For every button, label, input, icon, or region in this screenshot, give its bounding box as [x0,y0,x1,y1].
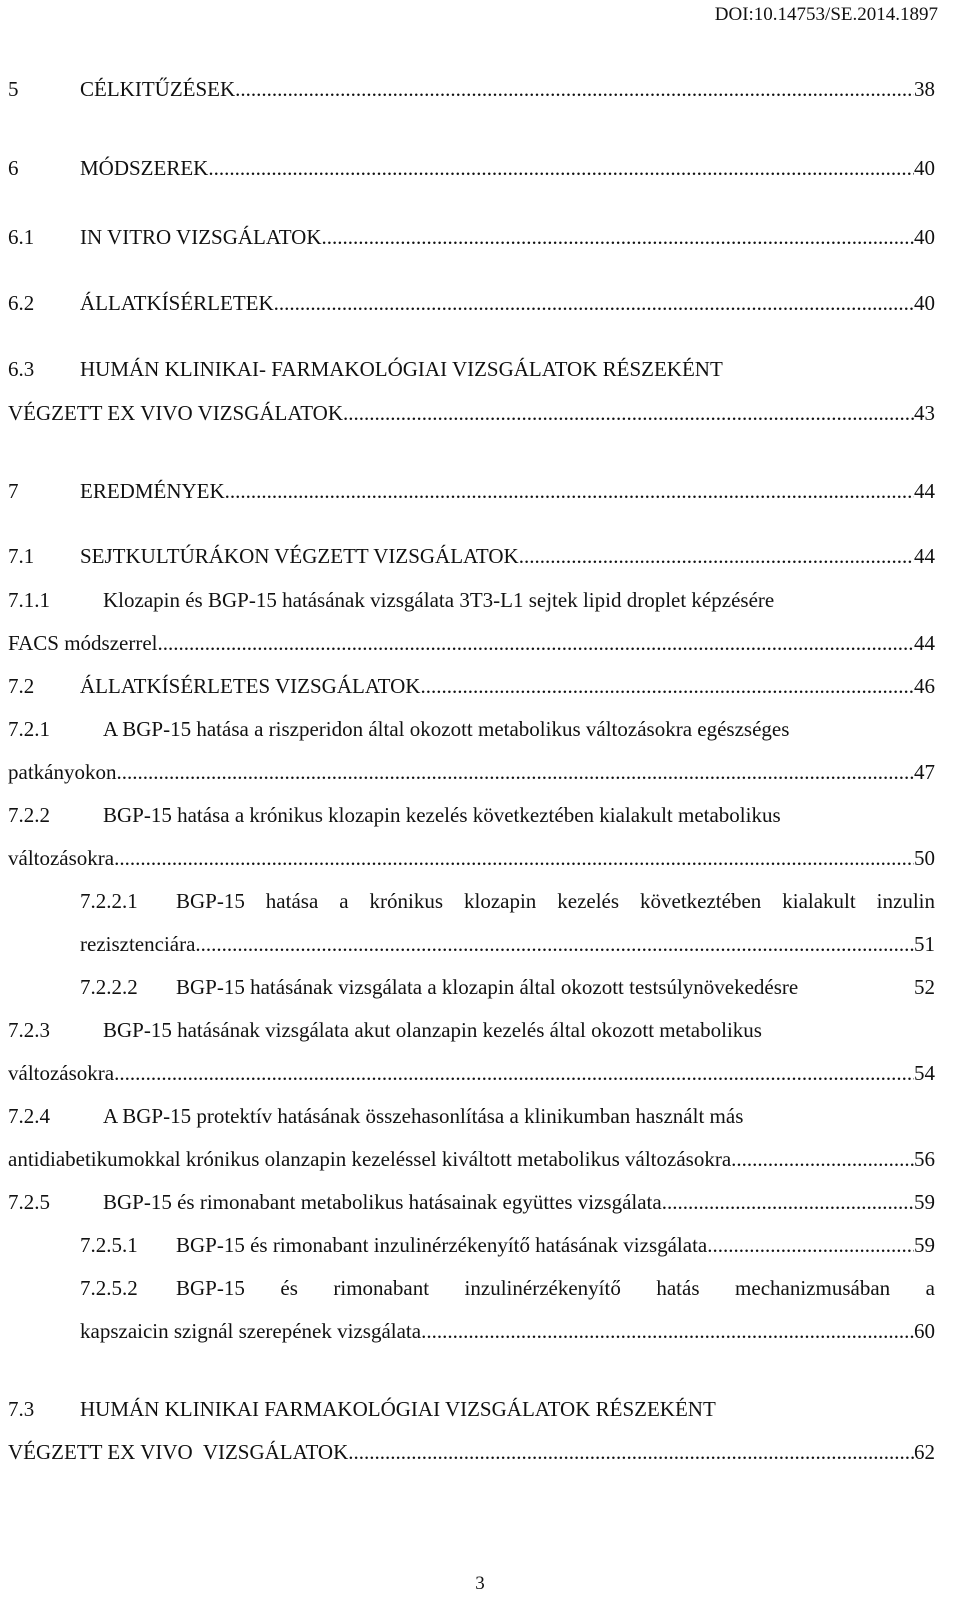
toc-number: 7.2.2.2 [80,975,138,999]
toc-title: IN VITRO VIZSGÁLATOK [80,225,322,249]
toc-title: CÉLKITŰZÉSEK [80,77,236,101]
toc-leader [114,1058,914,1088]
toc-entry-7-2-5-2-cont[interactable] [0,1316,960,1346]
toc-leader [158,628,914,658]
toc-number: 7.2 [8,674,35,698]
toc-number: 5 [8,77,19,101]
toc-page: 59 [914,1233,935,1257]
toc-number: 7.1.1 [8,588,50,612]
toc-title: BGP-15 és rimonabant inzulinérzékenyítő hatásának vizsgálata [176,1233,708,1257]
toc-entry-7-2-4[interactable] [0,1101,960,1131]
doi-header: DOI:10.14753/SE.2014.1897 [714,4,938,25]
toc-title-cont: változásokra [8,846,115,870]
toc-leader [235,74,914,104]
toc-page: 60 [914,1319,935,1343]
toc-number: 7.3 [8,1397,35,1421]
toc-title-cont: patkányokon [8,760,117,784]
toc-entry-7-2-5[interactable] [0,1187,960,1217]
toc-title: BGP-15 hatásának vizsgálata akut olanzapin kezelés által okozott metabolikus [103,1018,762,1042]
toc-entry-6[interactable] [0,153,960,183]
toc-leader [114,843,914,873]
toc-title: BGP-15 és rimonabant inzulinérzékenyítő hatás mechanizmusában a [176,1276,935,1300]
toc-number: 6 [8,156,19,180]
toc-entry-7-2-1-cont[interactable] [0,757,960,787]
toc-entry-7-2-5-2[interactable] [0,1273,960,1303]
toc-entry-6-3[interactable] [0,354,960,384]
toc-title: A BGP-15 hatása a riszperidon által okozott metabolikus változásokra egészséges [103,717,790,741]
toc-number: 7.2.5.2 [80,1276,138,1300]
toc-title-cont: VÉGZETT EX VIVO VIZSGÁLATOK [8,401,344,425]
toc-page: 40 [914,156,935,180]
toc-title: ÁLLATKÍSÉRLETES VIZSGÁLATOK [80,674,421,698]
toc-title: HUMÁN KLINIKAI- FARMAKOLÓGIAI VIZSGÁLATOK RÉSZEKÉNT [80,357,723,381]
toc-title-cont: kapszaicin szignál szerepének vizsgálata [80,1319,422,1343]
toc-title-cont: antidiabetikumokkal krónikus olanzapin kezeléssel kiváltott metabolikus változásokra [8,1147,732,1171]
toc-number: 6.1 [8,225,35,249]
toc-page: 38 [914,77,935,101]
toc-leader [274,288,914,318]
toc-entry-7-1[interactable] [0,541,960,571]
toc-number: 6.3 [8,357,35,381]
toc-title: HUMÁN KLINIKAI FARMAKOLÓGIAI VIZSGÁLATOK RÉSZEKÉNT [80,1397,716,1421]
toc-entry-7-1-1-cont[interactable] [0,628,960,658]
toc-page: 52 [914,975,935,999]
toc-leader [322,222,915,252]
toc-entry-7-2-2-cont[interactable] [0,843,960,873]
toc-leader [420,671,914,701]
toc-page: 43 [914,401,935,425]
toc-number: 7.2.1 [8,717,50,741]
toc-entry-7-3[interactable] [0,1394,960,1424]
toc-leader [421,1316,914,1346]
page-number: 3 [475,1573,485,1594]
toc-entry-7-2-2-2[interactable] [0,972,960,1002]
toc-number: 6.2 [8,291,35,315]
toc-title-cont: rezisztenciára [80,932,196,956]
toc-page: 54 [914,1061,935,1085]
toc-entry-7-2-2-1[interactable] [0,886,960,916]
toc-entry-5[interactable] [0,74,960,104]
toc-title: A BGP-15 protektív hatásának összehasonlítása a klinikumban használt más [103,1104,744,1128]
toc-page: 40 [914,291,935,315]
toc-entry-7-1-1[interactable] [0,585,960,615]
toc-title: BGP-15 hatása a krónikus klozapin kezelés következtében kialakult metabolikus [103,803,781,827]
toc-entry-7-2-3-cont[interactable] [0,1058,960,1088]
toc-leader [707,1230,914,1260]
toc-number: 7.2.4 [8,1104,50,1128]
toc-leader [519,541,914,571]
toc-title: BGP-15 hatása a krónikus klozapin kezelés következtében kialakult inzulin [176,889,935,913]
toc-number: 7.2.3 [8,1018,50,1042]
toc-page: 44 [914,544,935,568]
toc-page: 46 [914,674,935,698]
toc-entry-7-2-2[interactable] [0,800,960,830]
toc-entry-7[interactable] [0,476,960,506]
toc-page: 47 [914,760,935,784]
toc-leader [662,1187,914,1217]
toc-leader [348,1437,914,1467]
toc-leader [343,398,914,428]
toc-page: 62 [914,1440,935,1464]
toc-number: 7.1 [8,544,35,568]
toc-title: ÁLLATKÍSÉRLETEK [80,291,274,315]
toc-number: 7 [8,479,19,503]
toc-entry-7-3-cont[interactable] [0,1437,960,1467]
toc-title: BGP-15 és rimonabant metabolikus hatásainak együttes vizsgálata [103,1190,662,1214]
toc-entry-7-2-4-cont[interactable] [0,1144,960,1174]
toc-entry-7-2[interactable] [0,671,960,701]
toc-title: SEJTKULTÚRÁKON VÉGZETT VIZSGÁLATOK [80,544,519,568]
toc-page: 40 [914,225,935,249]
toc-leader [116,757,914,787]
toc-entry-7-2-1[interactable] [0,714,960,744]
toc-page: 51 [914,932,935,956]
toc-title: MÓDSZEREK [80,156,209,180]
toc-page: 56 [914,1147,935,1171]
toc-number: 7.2.2 [8,803,50,827]
toc-leader [208,153,914,183]
toc-title-cont: változásokra [8,1061,115,1085]
toc-entry-6-3-cont[interactable] [0,398,960,428]
toc-title: Klozapin és BGP-15 hatásának vizsgálata 3T3-L1 sejtek lipid droplet képzésére [103,588,775,612]
toc-title: EREDMÉNYEK [80,479,225,503]
toc-title: BGP-15 hatásának vizsgálata a klozapin által okozott testsúlynövekedésre [176,975,799,999]
toc-leader [731,1144,914,1174]
toc-entry-6-2[interactable] [0,288,960,318]
toc-number: 7.2.5 [8,1190,50,1214]
toc-leader [225,476,914,506]
toc-page: 50 [914,846,935,870]
toc-entry-7-2-3[interactable] [0,1015,960,1045]
toc-title-cont: VÉGZETT EX VIVO VIZSGÁLATOK [8,1440,349,1464]
toc-entry-6-1[interactable] [0,222,960,252]
toc-leader [195,929,914,959]
toc-page: 59 [914,1190,935,1214]
toc-page: 44 [914,479,935,503]
toc-number: 7.2.2.1 [80,889,138,913]
toc-page: 44 [914,631,935,655]
toc-entry-7-2-2-1-cont[interactable] [0,929,960,959]
toc-title-cont: FACS módszerrel [8,631,158,655]
toc-entry-7-2-5-1[interactable] [0,1230,960,1260]
toc-number: 7.2.5.1 [80,1233,138,1257]
